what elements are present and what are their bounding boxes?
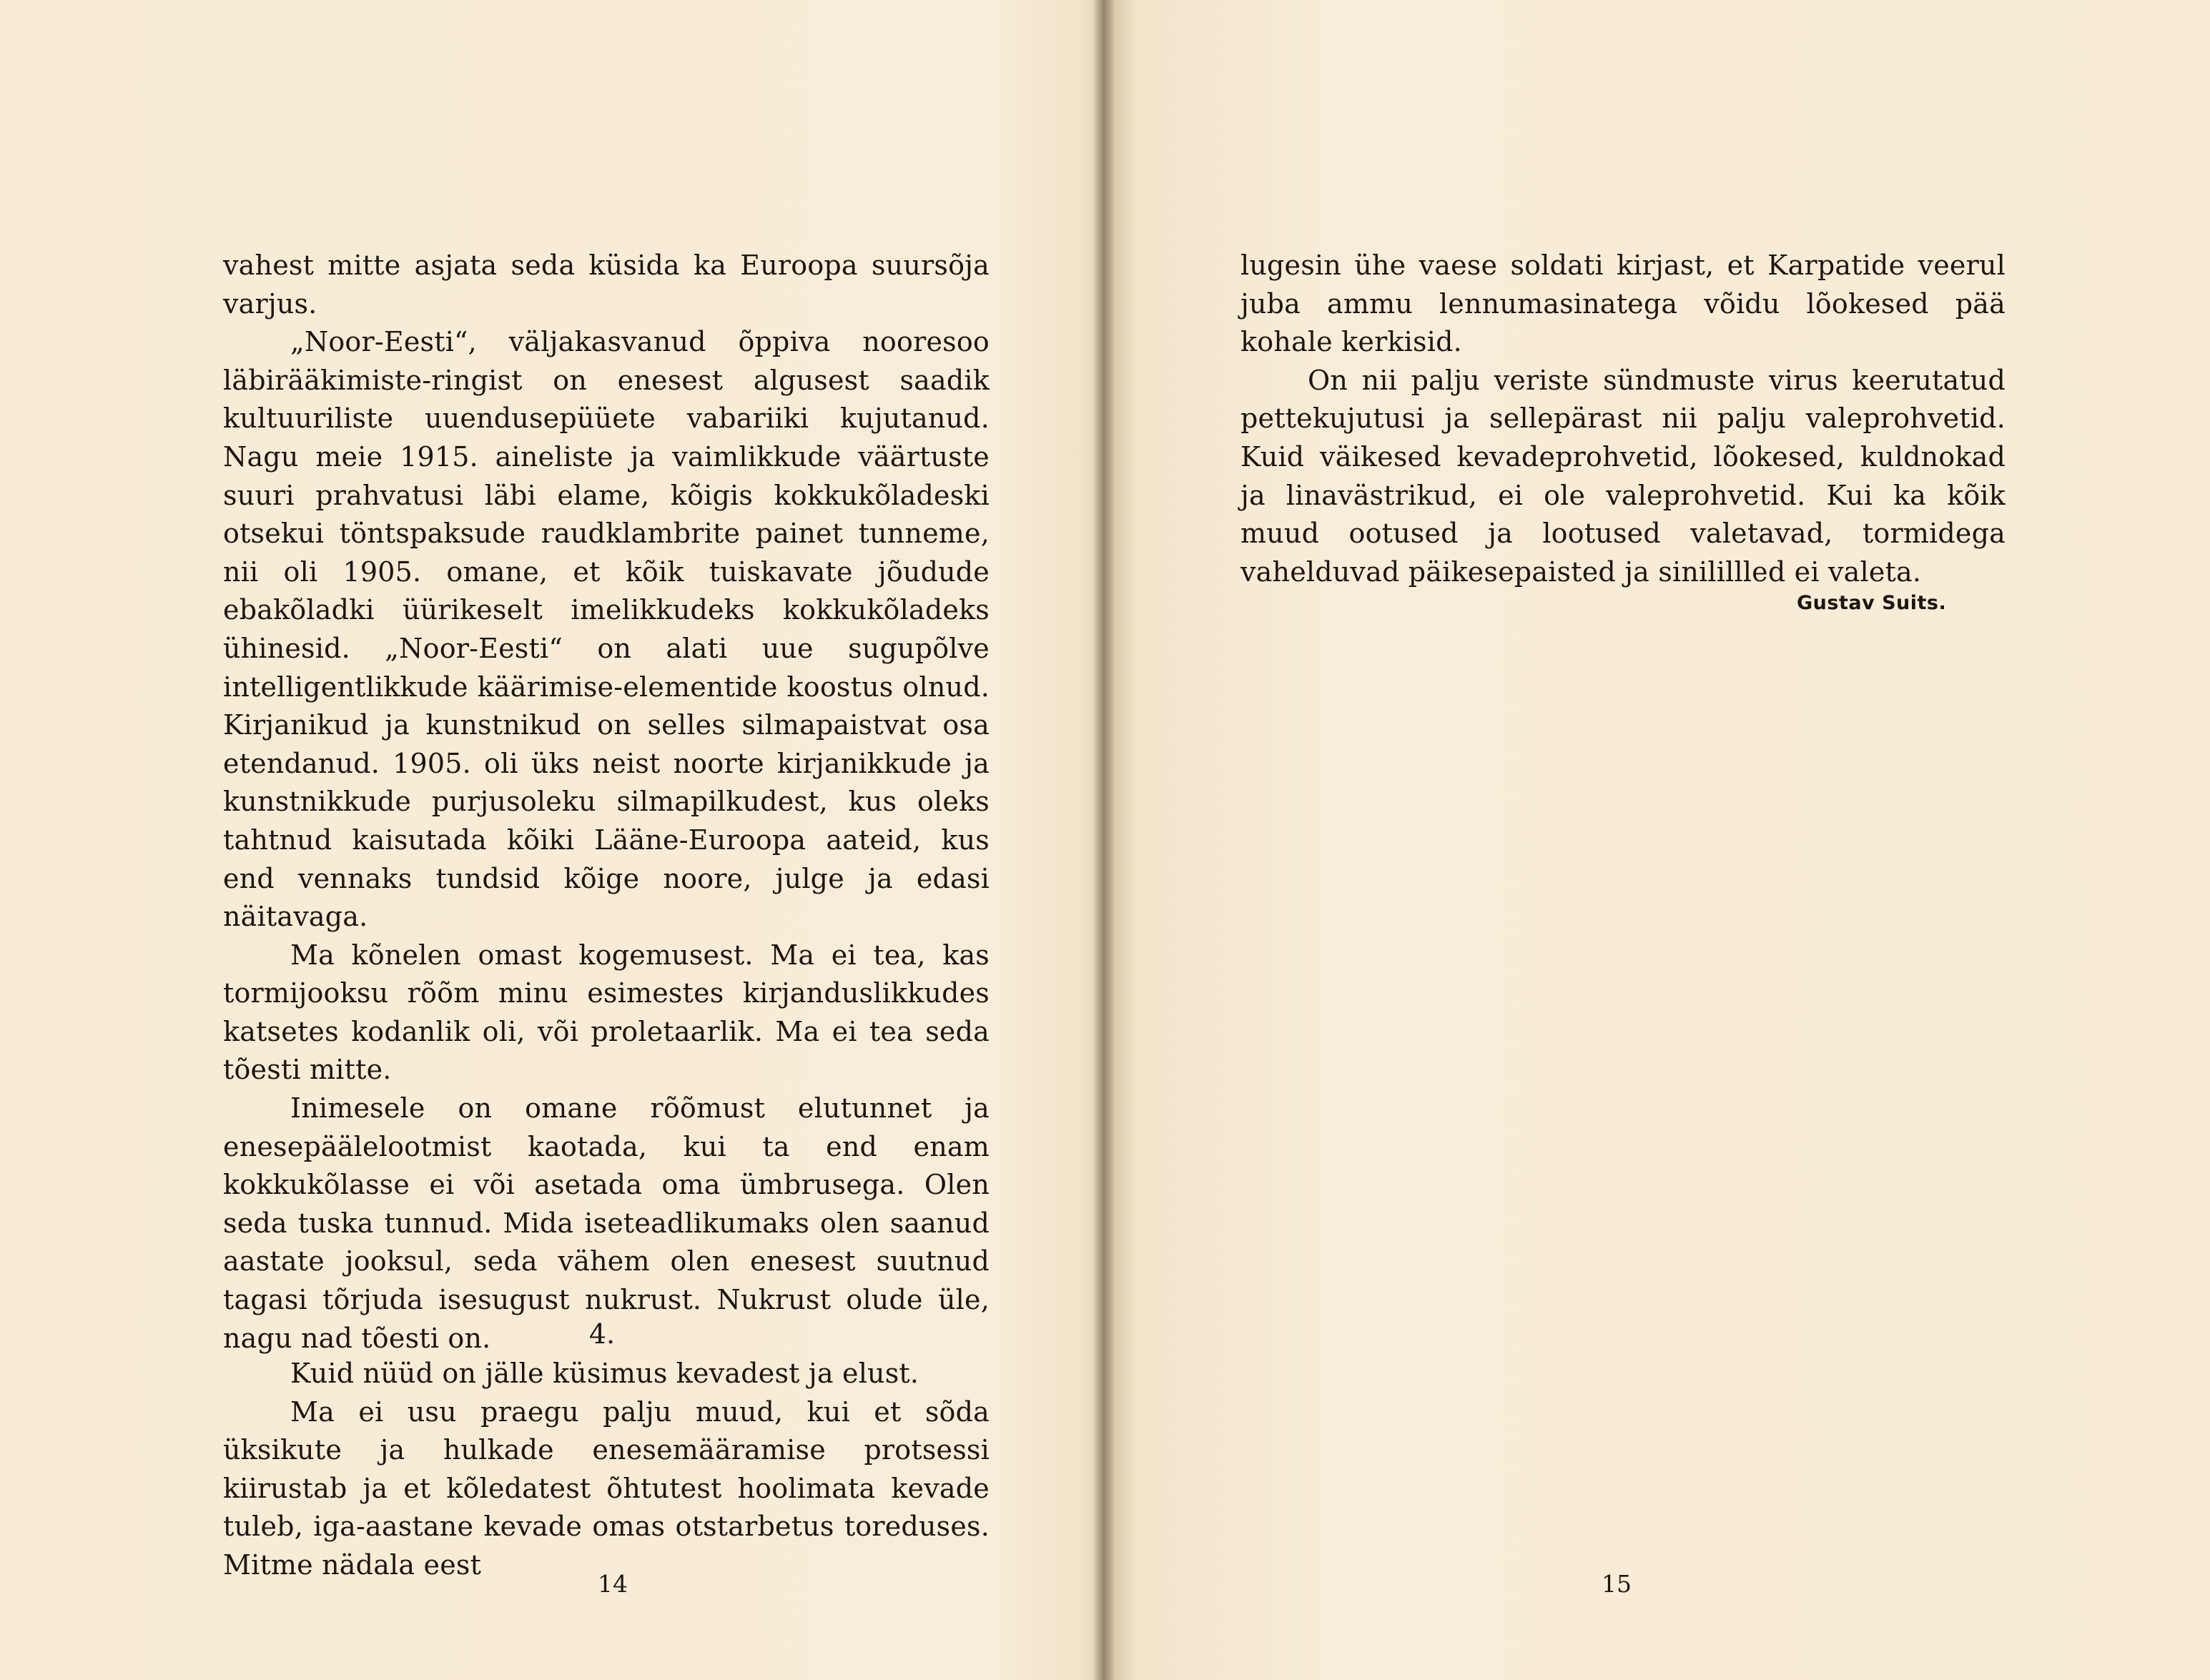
right-page-text [1240, 247, 2006, 591]
author-signature: Gustav Suits. [1797, 592, 1947, 614]
section-number: 4. [588, 1318, 616, 1350]
paragraph: „Noor-Eesti“, väljakasvanud õppiva nooresoo läbirääkimiste-ringist on enesest algusest saadik kultuuriliste uuendusepüüete vabariiki kujutanud. Nagu meie 1915. aineliste ja vaimlikkude väärtuste suuri prahvatusi läbi elame, kõigis kokkukõladeski otsekui töntspaksude raudklambrite painet tunneme, nii oli 1905. omane, et kõik tuiskavate jõudude ebakõladki üürikeselt imelikkudeks kokkukõladeks ühinesid. „Noor-Eesti“ on alati uue sugupõlve intelligentlikkude käärimise-elementide koostus olnud. Kirjanikud ja kunstnikud on selles silmapaistvat osa etendanud. 1905. oli üks neist noorte kirjanikkude ja kunstnikkude purjusoleku silmapilkudest, kus oleks tahtnud kaisutada kõiki Lääne-Euroopa aateid, kus end vennaks tundsid kõige noore, julge ja edasi näitavaga. [223, 326, 990, 933]
paragraph: Ma kõnelen omast kogemusest. Ma ei tea, kas tormijooksu rõõm minu esimestes kirjanduslikkudes katsetes kodanlik oli, või proletaarlik. Ma ei tea seda tõesti mitte. [223, 939, 990, 1086]
paragraph: vahest mitte asjata seda küsida ka Euroopa suursõja varjus. [223, 249, 990, 320]
paragraph: Kuid nüüd on jälle küsimus kevadest ja elust. [290, 1358, 919, 1389]
paragraph: Inimesele on omane rõõmust elutunnet ja enesepäälelootmist kaotada, kui ta end enam kokkukõlasse ei või asetada oma ümbrusega. Olen seda tuska tunnud. Mida iseteadlikumaks olen saanud aastate jooksul, seda vähem olen enesest suutnud tagasi tõrjuda isesugust nukrust. Nukrust olude üle, nagu nad tõesti on. [223, 1092, 990, 1354]
paragraph: Ma ei usu praegu palju muud, kui et sõda üksikute ja hulkade enesemääramise protsessi kiirustab ja et kõledatest õhtutest hoolimata kevade tuleb, iga-aastane kevade omas otstarbetus toreduses. Mitme nädala eest [223, 1395, 990, 1581]
left-page-text [223, 247, 990, 1358]
paragraph: lugesin ühe vaese soldati kirjast, et Karpatide veerul juba ammu lennumasinatega võidu lõokesed pää kohale kerkisid. [1240, 249, 2006, 358]
right-page [1105, 0, 2210, 1680]
left-page-text-continued [223, 1355, 990, 1585]
paragraph: On nii palju veriste sündmuste virus keerutatud pettekujutusi ja sellepärast nii palju valeprohvetid. Kuid väikesed kevadeprohvetid, lõokesed, kuldnokad ja linavästrikud, ei ole valeprohvetid. Kui ka kõik muud ootused ja lootused valetavad, tormidega vahelduvad päikesepaisted ja sinilillled ei valeta. [1240, 364, 2006, 588]
page-number: 14 [598, 1570, 628, 1598]
page-number: 15 [1602, 1570, 1632, 1598]
